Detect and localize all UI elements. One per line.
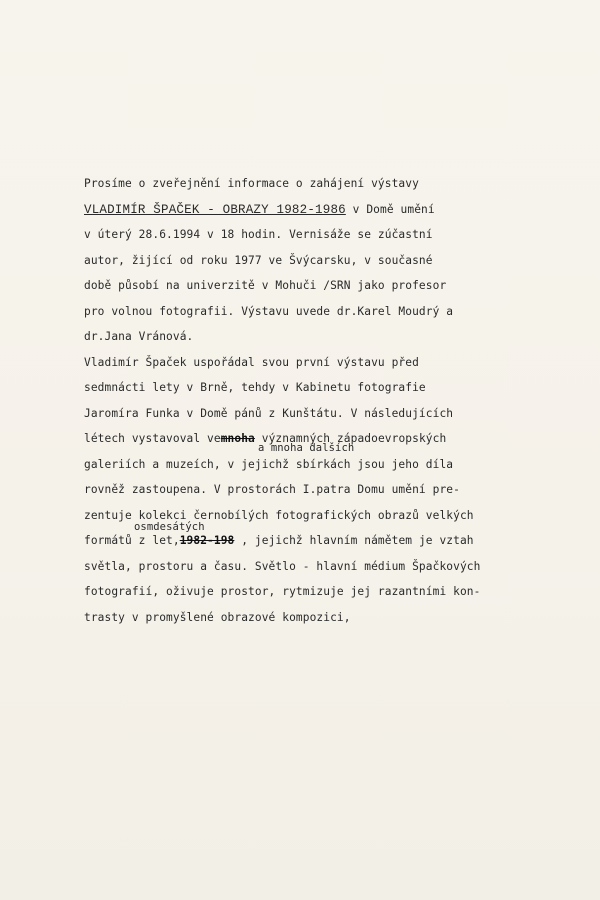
text-line	[84, 482, 564, 508]
text-line	[84, 584, 564, 610]
line-text: autor, žijící od roku 1977 ve Švýcarsku, v současné	[84, 253, 433, 267]
text-line	[84, 304, 564, 330]
line-text: Vladimír Špaček uspořádal svou první výstavu před	[84, 355, 419, 369]
text-line	[84, 610, 564, 636]
line-text: zentuje kolekci černobílých fotografických obrazů velkých	[84, 508, 474, 522]
line-text: Prosíme o zveřejnění informace o zahájení výstavy	[84, 177, 419, 190]
text-line	[84, 227, 564, 253]
line-text: galeriích a muzeích, v jejichž sbírkách jsou jeho díla	[84, 457, 454, 471]
text-line-with-correction	[84, 533, 564, 559]
text-line	[84, 329, 564, 355]
text-line	[84, 457, 564, 483]
text-line	[84, 176, 564, 202]
struck-word: mnoha	[220, 432, 255, 445]
text-line	[84, 278, 564, 304]
line-text: létech vystavoval ve	[84, 432, 221, 445]
text-line	[84, 355, 564, 381]
line-text: rovněž zastoupena. V prostorách I.patra Domu umění pre-	[84, 483, 460, 496]
text-line-with-correction	[84, 431, 564, 457]
text-line	[84, 559, 564, 585]
press-release-body	[84, 176, 564, 635]
exhibition-title: VLADIMÍR ŠPAČEK - OBRAZY 1982-1986	[84, 202, 346, 217]
line-text: významných západoevropských	[254, 432, 447, 445]
text-line	[84, 380, 564, 406]
line-text: sedmnácti lety v Brně, tehdy v Kabinetu fotografie	[84, 381, 426, 394]
line-text: fotografií, oživuje prostor, rytmizuje jej razantními kon-	[84, 585, 481, 598]
line-text: době působí na univerzitě v Mohuči /SRN jako profesor	[84, 279, 447, 292]
text-line	[84, 253, 564, 279]
line-text: pro volnou fotografii. Výstavu uvede dr.Karel Moudrý a	[84, 304, 454, 318]
text-line	[84, 508, 564, 534]
handwritten-insertion: osmdesátých	[134, 520, 205, 533]
line-text: trasty v promyšlené obrazové kompozici,	[84, 610, 351, 624]
line-text: formátů z let,	[84, 534, 180, 547]
text-line	[84, 406, 564, 432]
line-text: v úterý 28.6.1994 v 18 hodin. Vernisáže se zúčastní	[84, 228, 433, 241]
line-text: v Domě umění	[345, 202, 435, 216]
struck-word: 1982-198	[179, 534, 235, 547]
line-text: dr.Jana Vránová.	[84, 330, 194, 343]
text-line	[84, 202, 564, 228]
handwritten-insertion: a mnoha dalších	[258, 442, 355, 454]
line-text: , jejichž hlavním námětem je vztah	[234, 534, 474, 547]
line-text: Jaromíra Funka v Domě pánů z Kunštátu. V následujících	[84, 406, 454, 420]
line-text: světla, prostoru a času. Světlo - hlavní médium Špačkových	[84, 559, 481, 573]
